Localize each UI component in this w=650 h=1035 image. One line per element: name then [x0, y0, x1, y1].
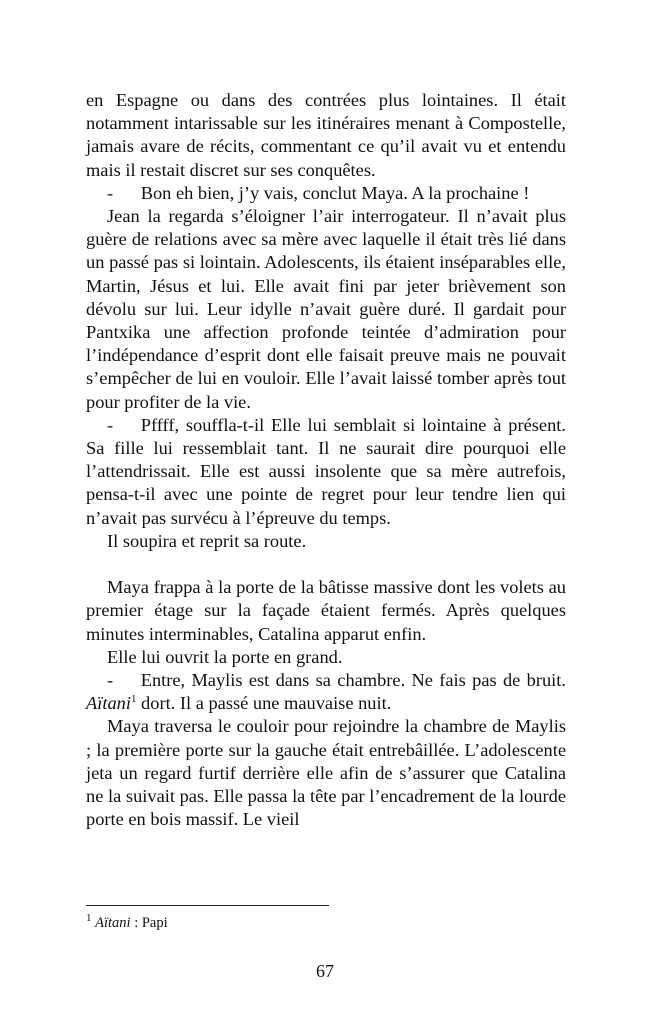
- italic-term: Aïtani: [86, 693, 131, 714]
- paragraph: Il soupira et reprit sa route.: [107, 530, 307, 551]
- paragraph: Maya traversa le couloir pour rejoindre la chambre de Maylis ; la première porte sur la gauche était entrebâillée. L’adolescente jeta un regard furtif derrière elle afin de s’assurer que Catalina ne la suivait pas. Elle passa la tête par l’encadrement de la lourde porte en bois massif. Le vieil: [86, 716, 566, 830]
- dialogue-line: - Bon eh bien, j’y vais, conclut Maya. A la prochaine !: [107, 182, 530, 203]
- section-break: [86, 553, 566, 576]
- footnote-divider: [86, 905, 329, 906]
- footnote-term: Aïtani: [95, 915, 131, 931]
- page-number: 67: [316, 961, 334, 981]
- dialogue-text: dort. Il a passé une mauvaise nuit.: [136, 693, 392, 714]
- footnote-text: : Papi: [130, 915, 168, 931]
- footnote-reference: 1: [130, 693, 137, 706]
- dialogue-line: [86, 669, 566, 715]
- paragraph: en Espagne ou dans des contrées plus lointaines. Il était notamment intarissable sur les itinéraires menant à Compostelle, jamais avare de récits, commentant ce qu’il avait vu et entendu mais il restait discret sur ses conquêtes.: [86, 90, 566, 180]
- paragraph: Jean la regarda s’éloigner l’air interrogateur. Il n’avait plus guère de relations avec sa mère avec laquelle il était très lié dans un passé pas si lointain. Adolescents, ils étaient inséparables elle, Martin, Jésus et lui. Elle avait fini par jeter brièvement son dévolu sur lui. Leur idylle n’avait guère duré. Il gardait pour Pantxika une affection profonde teintée d’admiration pour l’indépendance d’esprit dont elle faisait preuve mais ne pouvait s’empêcher de lui en vouloir. Elle l’avait laissé tomber après tout pour profiter de la vie.: [86, 206, 566, 412]
- body-text: [86, 89, 566, 831]
- footnote-marker: 1: [86, 912, 92, 925]
- footnote: [86, 914, 566, 932]
- paragraph: Maya frappa à la porte de la bâtisse massive dont les volets au premier étage sur la façade étaient fermés. Après quelques minutes interminables, Catalina apparut enfin.: [86, 577, 566, 644]
- paragraph: Elle lui ouvrit la porte en grand.: [107, 646, 343, 667]
- dialogue-line: - Pffff, souffla-t-il Elle lui semblait si lointaine à présent. Sa fille lui ressemblait tant. Il ne saurait dire pourquoi elle l’attendrissait. Elle est aussi insolente que sa mère autrefois, pensa-t-il avec une pointe de regret pour leur tendre lien qui n’avait pas survécu à l’épreuve du temps.: [86, 414, 566, 528]
- dialogue-text: - Entre, Maylis est dans sa chambre. Ne fais pas de bruit.: [107, 670, 566, 691]
